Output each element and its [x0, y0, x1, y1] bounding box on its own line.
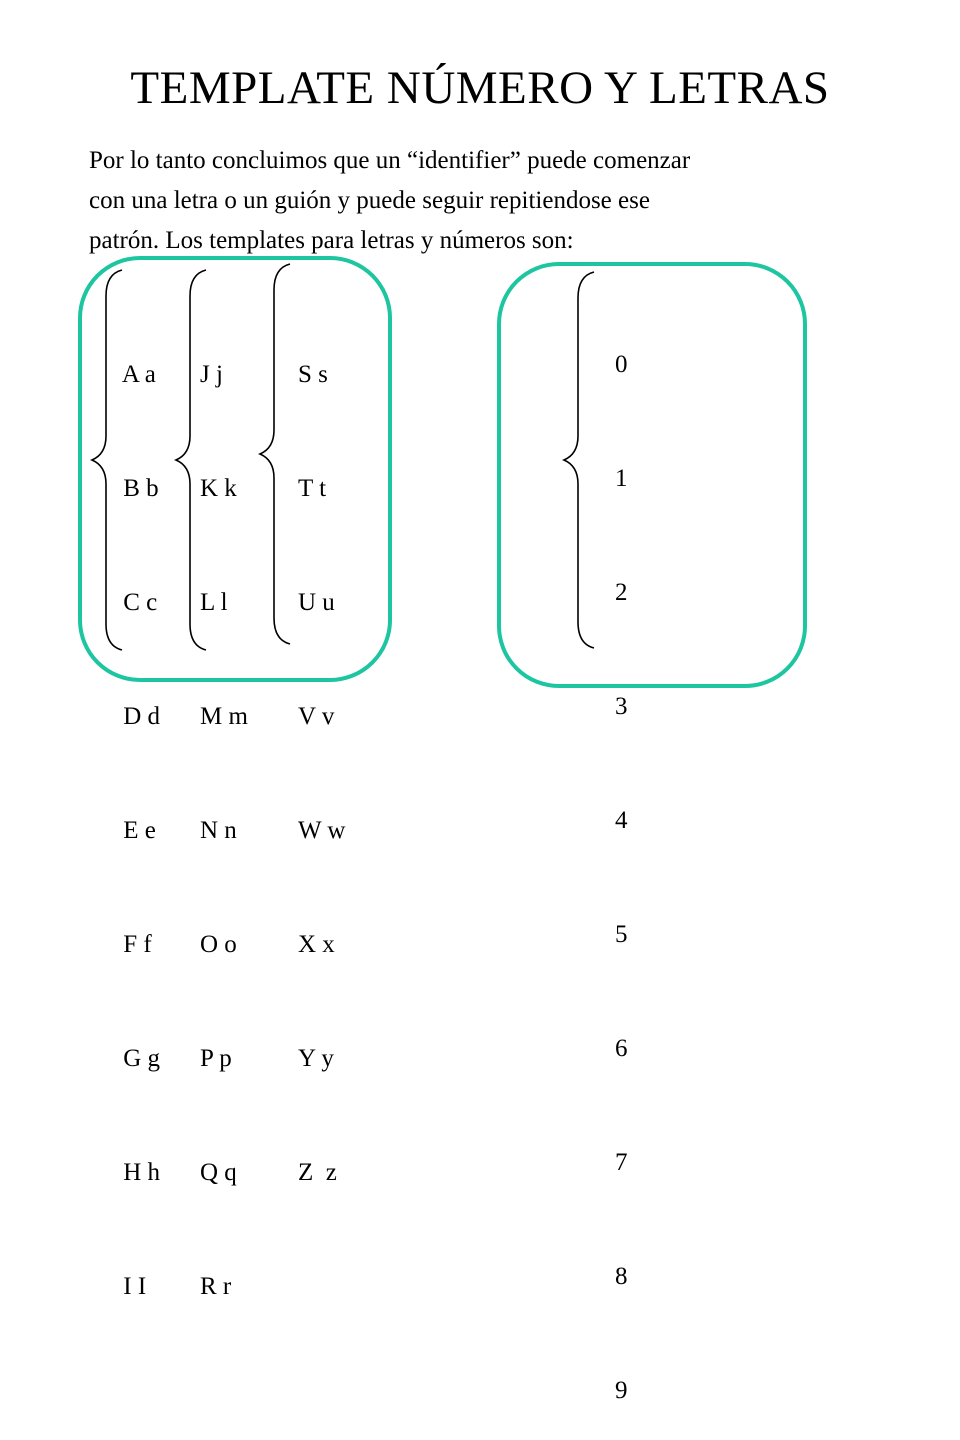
- intro-line: con una letra o un guión y puede seguir repitiendose ese: [89, 187, 650, 214]
- letter-pair: A a: [117, 361, 156, 388]
- intro-line: Por lo tanto concluimos que un “identifier” puede comenzar: [89, 147, 691, 174]
- letters-column-j-r: [200, 280, 248, 1344]
- letter-pair: D d: [117, 703, 161, 730]
- digit: 8: [615, 1263, 628, 1290]
- digit: 9: [615, 1377, 628, 1404]
- letter-pair: N n: [200, 817, 237, 844]
- letter-pair: Y y: [298, 1045, 334, 1072]
- letter-pair: E e: [117, 817, 156, 844]
- letter-pair: M m: [200, 703, 248, 730]
- digit: 1: [615, 465, 628, 492]
- letter-pair: U u: [298, 589, 335, 616]
- letter-pair: O o: [200, 931, 237, 958]
- digit: 7: [615, 1149, 628, 1176]
- digit: 6: [615, 1035, 628, 1062]
- letter-pair: I I: [117, 1273, 147, 1300]
- letter-pair: R r: [200, 1273, 232, 1300]
- digit: 4: [615, 807, 628, 834]
- letter-pair: K k: [200, 475, 237, 502]
- letter-pair: L l: [200, 589, 228, 616]
- digit: 2: [615, 579, 628, 606]
- brace-left-digits: [560, 270, 600, 650]
- letter-pair: W w: [298, 817, 346, 844]
- letter-pair: J j: [200, 361, 223, 388]
- digit: 5: [615, 921, 628, 948]
- letter-pair: S s: [298, 361, 328, 388]
- digits-rounded-box: [497, 262, 807, 688]
- brace-left-letters-col3: [256, 262, 296, 646]
- letter-pair: F f: [117, 931, 152, 958]
- digits-column: [615, 270, 628, 1440]
- letters-column-s-z: [298, 280, 345, 1230]
- letter-pair: G g: [117, 1045, 161, 1072]
- letter-pair: P p: [200, 1045, 232, 1072]
- digit: 0: [615, 351, 628, 378]
- letter-pair: T t: [298, 475, 327, 502]
- letter-pair: H h: [117, 1159, 161, 1186]
- letter-pair: B b: [117, 475, 159, 502]
- letter-pair: X x: [298, 931, 335, 958]
- letter-pair: Q q: [200, 1159, 237, 1186]
- intro-line: patrón. Los templates para letras y números son:: [89, 227, 574, 254]
- letters-column-a-i: [117, 280, 160, 1344]
- letter-pair: C c: [117, 589, 158, 616]
- digit: 3: [615, 693, 628, 720]
- intro-paragraph: [89, 141, 889, 261]
- letter-pair: Z z: [298, 1159, 337, 1186]
- letter-pair: V v: [298, 703, 335, 730]
- slide-title: TEMPLATE NÚMERO Y LETRAS: [130, 62, 830, 114]
